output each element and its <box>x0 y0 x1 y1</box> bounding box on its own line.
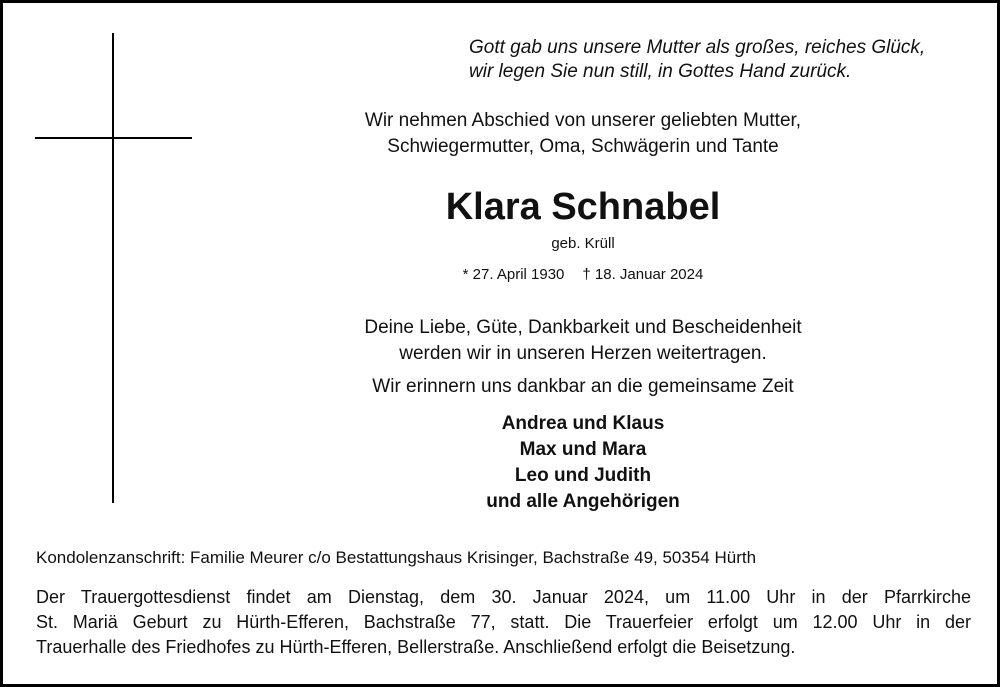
service-line-3: Trauerhalle des Friedhofes zu Hürth-Efferen, Bellerstraße. Anschließend erfolgt die Beisetzung. <box>36 637 796 657</box>
verse-line-2: werden wir in unseren Herzen weitertragen. <box>399 343 767 364</box>
motto-verse <box>469 36 989 84</box>
memory-line: Wir erinnern uns dankbar an die gemeinsame Zeit <box>372 376 794 397</box>
deceased-name: Klara Schnabel <box>445 186 721 228</box>
intro-line-2: Schwiegermutter, Oma, Schwägerin und Tante <box>387 136 779 157</box>
cross-vertical-bar <box>112 33 114 503</box>
cross-horizontal-bar <box>35 137 192 139</box>
death-date: † 18. Januar 2024 <box>582 266 704 283</box>
motto-line-2: wir legen Sie nun still, in Gottes Hand zurück. <box>469 61 852 82</box>
mourners-list <box>293 411 873 515</box>
mourner-entry: Max und Mara <box>519 439 647 460</box>
farewell-intro <box>293 108 873 160</box>
birth-date: * 27. April 1930 <box>462 266 565 283</box>
remembrance-verse <box>293 315 873 367</box>
mourner-entry: Andrea und Klaus <box>501 413 665 434</box>
service-line-1: Der Trauergottesdienst findet am Dienstag, dem 30. Januar 2024, um 11.00 Uhr in der Pfarrkirche <box>36 587 971 607</box>
life-dates <box>293 265 873 285</box>
verse-line-1: Deine Liebe, Güte, Dankbarkeit und Bescheidenheit <box>364 317 802 338</box>
condolence-address: Kondolenzanschrift: Familie Meurer c/o Bestattungshaus Krisinger, Bachstraße 49, 50354 Hürth <box>36 548 757 567</box>
intro-line-1: Wir nehmen Abschied von unserer geliebten Mutter, <box>364 110 802 131</box>
motto-line-1: Gott gab uns unsere Mutter als großes, reiches Glück, <box>469 37 926 58</box>
birth-name: geb. Krüll <box>551 235 615 252</box>
mourner-entry: Leo und Judith <box>514 465 652 486</box>
service-details <box>36 585 971 660</box>
mourner-entry: und alle Angehörigen <box>486 491 680 512</box>
service-line-2: St. Mariä Geburt zu Hürth-Efferen, Bachstraße 77, statt. Die Trauerfeier erfolgt um 12.00 Uhr in der <box>36 612 971 632</box>
